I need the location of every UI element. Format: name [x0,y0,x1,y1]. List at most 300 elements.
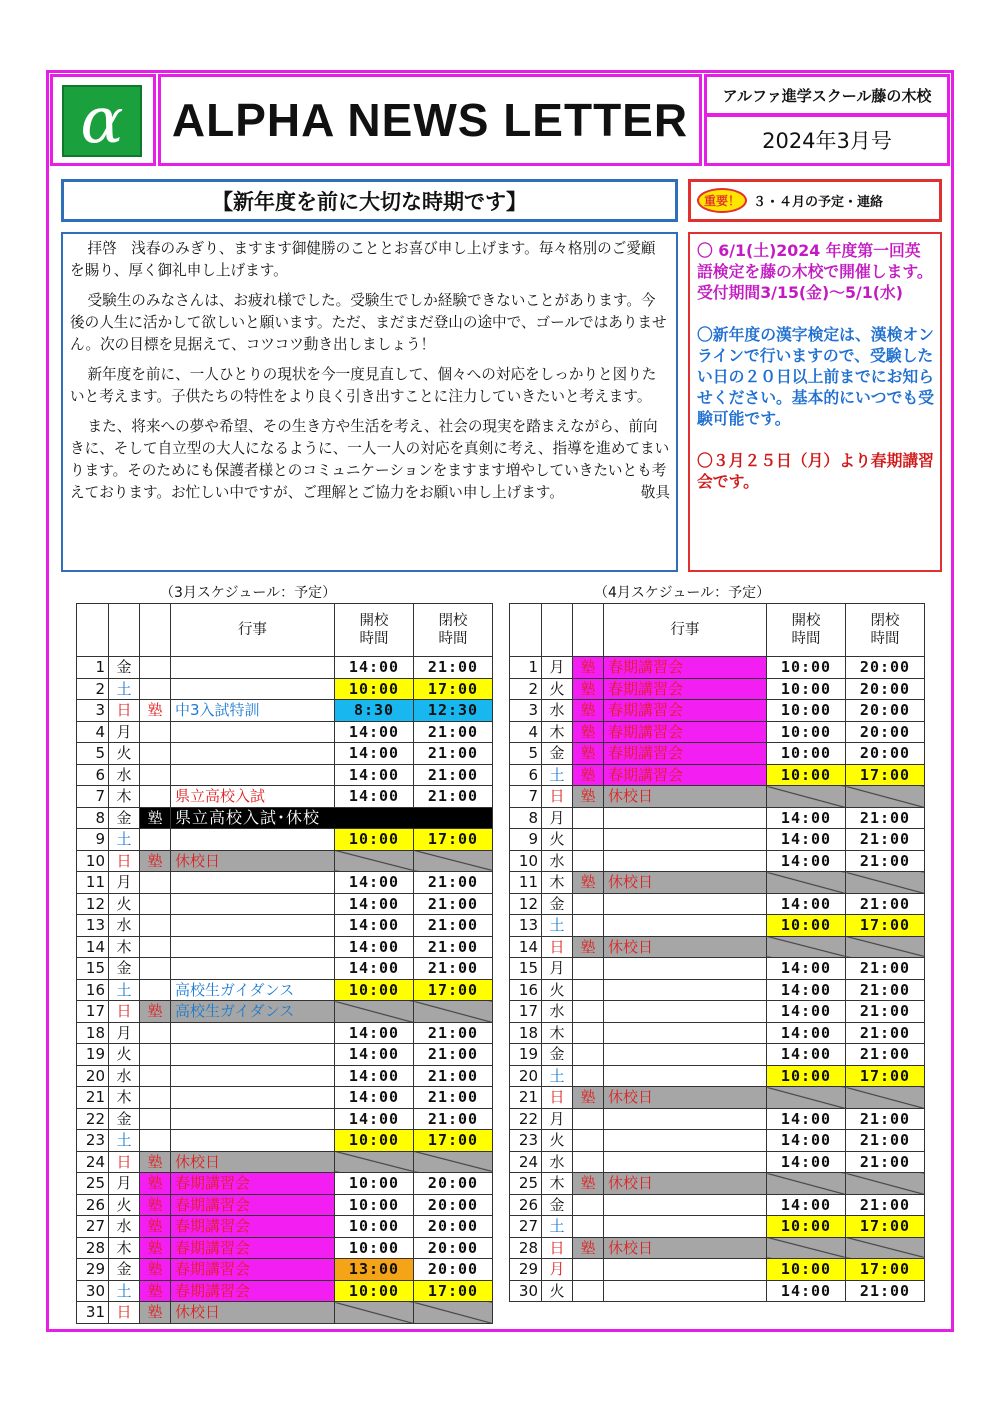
day-cell: 20 [77,1065,109,1087]
weekday-cell: 日 [542,786,573,808]
closing-time-cell [846,786,925,808]
event-cell [171,1087,335,1109]
schedule-row [510,1044,925,1066]
day-cell: 22 [77,1108,109,1130]
schedule-row [77,1044,493,1066]
school-mark-header [573,604,604,657]
weekday-cell: 月 [109,721,140,743]
event-cell: 春期講習会 [171,1194,335,1216]
weekday-cell: 土 [109,1130,140,1152]
opening-time-cell: 10:00 [335,1216,414,1238]
school-mark-cell: 塾 [140,700,171,722]
schedule-row [510,1280,925,1302]
weekday-cell: 火 [542,678,573,700]
day-cell: 2 [77,678,109,700]
schedule-row [510,700,925,722]
closing-time-cell: 20:00 [846,721,925,743]
event-cell: 春期講習会 [604,721,767,743]
school-mark-cell: 塾 [140,1173,171,1195]
schedule-row [77,700,493,722]
opening-time-cell: 14:00 [767,893,846,915]
opening-time-cell [767,1237,846,1259]
event-cell: 春期講習会 [171,1280,335,1302]
day-cell: 15 [77,958,109,980]
schedule-row [510,678,925,700]
schedule-row [510,1173,925,1195]
school-mark-cell [573,1151,604,1173]
weekday-cell: 日 [109,1151,140,1173]
day-cell: 13 [510,915,542,937]
schedule-row [510,829,925,851]
closing-time-cell: 12:30 [414,700,493,722]
school-mark-cell: 塾 [573,700,604,722]
notice-spring-course: 〇３月２５日（月）より春期講習会です。 [697,451,934,491]
closing-time-cell [414,1151,493,1173]
day-cell: 3 [77,700,109,722]
school-mark-cell [573,958,604,980]
schedule-row [77,1087,493,1109]
event-cell [171,872,335,894]
school-mark-cell [573,893,604,915]
day-cell: 23 [510,1130,542,1152]
schedule-row [77,1237,493,1259]
event-cell [604,1280,767,1302]
weekday-cell: 水 [542,1001,573,1023]
opening-time-cell [335,850,414,872]
closing-header-line: 閉校 [438,613,468,629]
school-mark-cell [573,1280,604,1302]
closing-header-line: 閉校 [870,613,900,629]
event-cell [171,1130,335,1152]
weekday-cell: 日 [109,1302,140,1324]
day-cell: 6 [77,764,109,786]
opening-time-cell: 10:00 [767,743,846,765]
schedule-row [510,1087,925,1109]
opening-time-cell: 14:00 [767,807,846,829]
closing-time-cell: 20:00 [846,700,925,722]
event-cell: 春期講習会 [604,764,767,786]
closing-time-cell: 21:00 [846,1108,925,1130]
event-cell [604,807,767,829]
closing-time-cell: 21:00 [414,915,493,937]
opening-time-cell: 8:30 [335,700,414,722]
march-schedule-table [76,603,493,1324]
schedule-row [510,721,925,743]
event-cell: 春期講習会 [604,743,767,765]
schedule-row [77,1216,493,1238]
event-cell [604,1065,767,1087]
day-cell: 27 [510,1216,542,1238]
schedule-row [77,743,493,765]
weekday-cell: 水 [109,915,140,937]
event-cell [604,915,767,937]
schedule-row [510,764,925,786]
closing-time-cell [846,1237,925,1259]
schedule-row [510,743,925,765]
event-cell: 春期講習会 [171,1216,335,1238]
schedule-row [77,958,493,980]
day-cell: 4 [77,721,109,743]
weekday-cell: 月 [542,807,573,829]
issue-date: 2024年3月号 [704,114,950,166]
closing-time-cell: 21:00 [846,807,925,829]
closing-time-cell: 20:00 [414,1216,493,1238]
closing-time-header [846,604,925,657]
alpha-logo [62,85,142,157]
day-cell: 17 [510,1001,542,1023]
schedule-row [510,1001,925,1023]
schedule-row [510,979,925,1001]
schedule-row [510,1237,925,1259]
schedule-row [77,893,493,915]
day-cell: 5 [77,743,109,765]
school-mark-cell: 塾 [573,678,604,700]
opening-time-cell: 10:00 [335,1173,414,1195]
day-cell: 31 [77,1302,109,1324]
event-cell [604,1001,767,1023]
schedule-row [510,807,925,829]
day-cell: 7 [77,786,109,808]
opening-time-cell: 14:00 [767,1108,846,1130]
opening-time-header [767,604,846,657]
title-text: ALPHA NEWS LETTER [171,94,689,146]
event-cell [171,678,335,700]
closing-time-cell: 17:00 [414,1280,493,1302]
school-mark-cell [573,1044,604,1066]
event-cell: 休校日 [171,1151,335,1173]
weekday-cell: 土 [109,829,140,851]
closing-time-cell [846,872,925,894]
schedule-row [77,657,493,679]
day-cell: 8 [77,807,109,829]
school-mark-cell: 塾 [140,850,171,872]
closing-time-cell: 21:00 [846,979,925,1001]
event-cell: 春期講習会 [171,1237,335,1259]
school-mark-cell: 塾 [573,764,604,786]
weekday-cell: 火 [109,743,140,765]
school-mark-cell [140,979,171,1001]
event-cell [171,743,335,765]
notice-header [688,179,942,222]
opening-time-cell: 10:00 [767,721,846,743]
event-header: 行事 [604,604,767,657]
weekday-cell: 金 [109,1108,140,1130]
weekday-cell: 火 [109,1044,140,1066]
opening-time-cell: 14:00 [335,721,414,743]
opening-time-cell: 10:00 [767,915,846,937]
notice-eiken-text: 〇 6/1(土)2024 年度第一回英語検定を藤の木校で開催します。 [697,241,933,281]
closing-time-cell: 17:00 [846,1259,925,1281]
opening-time-cell: 10:00 [767,700,846,722]
closing-time-cell: 21:00 [414,1044,493,1066]
weekday-cell: 月 [542,958,573,980]
closing-time-cell: 21:00 [846,829,925,851]
important-badge: 重要！ [697,188,747,213]
schedule-row [510,1259,925,1281]
school-mark-cell [573,829,604,851]
day-cell: 10 [510,850,542,872]
closing-time-cell: 21:00 [846,1194,925,1216]
letter-paragraph: 新年度を前に、一人ひとりの現状を今一度見直して、個々への対応をしっかりと図りたいと考えます。子供たちの特性をより良く引き出すことに注力していきたいと考えます。 [70,366,657,405]
weekday-cell: 日 [109,700,140,722]
day-cell: 24 [510,1151,542,1173]
event-cell [171,1044,335,1066]
opening-time-cell: 10:00 [767,1065,846,1087]
school-mark-cell: 塾 [140,1302,171,1324]
opening-time-cell: 14:00 [767,958,846,980]
event-cell [604,1259,767,1281]
day-header [510,604,542,657]
notice-eiken [697,240,934,303]
school-mark-cell: 塾 [140,1216,171,1238]
day-cell: 16 [510,979,542,1001]
alpha-logo-glyph: α [80,84,124,158]
day-cell: 25 [510,1173,542,1195]
weekday-cell: 水 [542,700,573,722]
schedule-row [510,1022,925,1044]
weekday-cell: 土 [109,1280,140,1302]
event-cell [171,764,335,786]
event-cell: 春期講習会 [604,657,767,679]
school-mark-cell: 塾 [573,1173,604,1195]
school-mark-cell [573,807,604,829]
event-cell: 県立高校入試･休校 [171,807,493,829]
day-cell: 29 [510,1259,542,1281]
school-mark-header [140,604,171,657]
opening-time-cell: 13:00 [335,1259,414,1281]
event-cell [604,1130,767,1152]
closing-time-cell: 21:00 [414,1087,493,1109]
closing-time-cell: 21:00 [414,958,493,980]
opening-time-cell: 14:00 [767,979,846,1001]
event-cell: 休校日 [604,1087,767,1109]
newsletter-title [158,74,702,166]
opening-time-cell: 10:00 [767,1259,846,1281]
opening-time-cell: 10:00 [335,678,414,700]
closing-time-cell: 20:00 [846,743,925,765]
weekday-cell: 月 [109,1173,140,1195]
march-caption: （3月スケジュール：予定） [160,585,337,601]
closing-time-cell: 21:00 [414,657,493,679]
school-mark-cell [573,1108,604,1130]
closing-time-cell: 20:00 [414,1259,493,1281]
weekday-cell: 月 [542,657,573,679]
notice-eiken-period: 受付期間3/15(金)～5/1(水) [697,283,903,302]
opening-time-cell: 14:00 [767,1044,846,1066]
day-cell: 18 [77,1022,109,1044]
weekday-cell: 金 [109,1259,140,1281]
schedule-row [510,657,925,679]
headline: 【新年度を前に大切な時期です】 [61,179,678,222]
school-mark-cell [573,1130,604,1152]
weekday-cell: 金 [542,743,573,765]
school-mark-cell [573,915,604,937]
schedule-row [77,1108,493,1130]
event-cell: 高校生ガイダンス [171,979,335,1001]
closing-time-cell: 21:00 [846,1044,925,1066]
school-mark-cell [573,1022,604,1044]
letter-paragraph: また、将来への夢や希望、その生き方や生活を考え、社会の現実を踏まえながら、前向きに、そして自立型の大人になるように、一人一人の対応を真剣に考え、指導を進めてまいります。そのためにも保護者様とのコミュニケーションをますます増やしていきたいとも考えております。お忙しい中ですが、ご理解とご協力をお願い申し上げます。 [70,418,670,501]
weekday-cell: 土 [542,1065,573,1087]
closing-time-cell [414,850,493,872]
event-cell [604,893,767,915]
schedule-row [510,1130,925,1152]
school-mark-cell: 塾 [140,1280,171,1302]
weekday-cell: 水 [542,850,573,872]
header-row [510,604,925,657]
school-mark-cell: 塾 [573,1087,604,1109]
schedule-row [510,915,925,937]
opening-time-cell [767,936,846,958]
event-cell: 春期講習会 [604,678,767,700]
april-schedule-table [509,603,925,1302]
weekday-cell: 木 [542,872,573,894]
opening-time-header [335,604,414,657]
school-name: アルファ進学スクール藤の木校 [704,74,950,116]
event-cell [171,657,335,679]
event-cell [604,979,767,1001]
opening-time-cell: 10:00 [335,829,414,851]
schedule-row [510,850,925,872]
school-mark-cell [573,1065,604,1087]
school-mark-cell: 塾 [573,936,604,958]
event-cell [171,1065,335,1087]
opening-time-cell: 10:00 [767,657,846,679]
opening-time-cell [335,1001,414,1023]
event-cell [171,893,335,915]
weekday-cell: 火 [109,1194,140,1216]
weekday-cell: 日 [542,936,573,958]
school-mark-cell [573,979,604,1001]
schedule-row [77,1065,493,1087]
day-cell: 14 [510,936,542,958]
closing-time-cell [414,1302,493,1324]
opening-time-cell: 10:00 [335,1237,414,1259]
opening-time-cell: 14:00 [335,893,414,915]
closing-time-cell: 21:00 [846,1022,925,1044]
school-mark-cell [140,764,171,786]
day-cell: 26 [510,1194,542,1216]
event-header: 行事 [171,604,335,657]
school-mark-cell [573,1194,604,1216]
letter-paragraph: 受験生のみなさんは、お疲れ様でした。受験生でしか経験できないことがあります。今後の人生に活かして欲しいと願います。ただ、まだまだ登山の途中で、ゴールではありません。次の目標を見据えて、コツコツ動き出しましょう！ [70,292,667,353]
schedule-row [77,1173,493,1195]
weekday-cell: 土 [109,678,140,700]
opening-time-cell [767,1087,846,1109]
event-cell [604,958,767,980]
event-cell [171,958,335,980]
school-mark-cell [140,915,171,937]
school-mark-cell [140,1130,171,1152]
closing-time-cell: 21:00 [846,1130,925,1152]
closing-time-cell: 21:00 [414,721,493,743]
school-mark-cell [140,829,171,851]
school-mark-cell [140,721,171,743]
schedule-row [510,872,925,894]
weekday-cell: 火 [542,979,573,1001]
letter-paragraph: 拝啓 浅春のみぎり、ますます御健勝のこととお喜び申し上げます。毎々格別のご愛顧を賜り、厚く御礼申し上げます。 [70,240,656,279]
schedule-row [77,1259,493,1281]
closing-time-cell: 20:00 [846,657,925,679]
event-cell [171,721,335,743]
schedule-row [77,1280,493,1302]
day-cell: 30 [510,1280,542,1302]
opening-time-cell: 14:00 [335,936,414,958]
schedule-row [77,1130,493,1152]
opening-header-line: 開校 [359,613,389,629]
opening-time-cell: 10:00 [767,1216,846,1238]
opening-time-cell: 14:00 [335,958,414,980]
weekday-cell: 木 [109,936,140,958]
weekday-cell: 水 [109,764,140,786]
event-cell: 高校生ガイダンス [171,1001,335,1023]
day-cell: 26 [77,1194,109,1216]
closing-time-cell: 21:00 [846,1151,925,1173]
event-cell [604,1194,767,1216]
schedule-row [77,979,493,1001]
schedule-row [510,936,925,958]
closing-time-cell: 21:00 [414,764,493,786]
opening-time-cell: 10:00 [767,764,846,786]
closing-time-cell [846,1087,925,1109]
event-cell [604,1022,767,1044]
day-cell: 19 [77,1044,109,1066]
weekday-cell: 火 [542,1130,573,1152]
closing-time-cell: 21:00 [414,1022,493,1044]
day-cell: 1 [510,657,542,679]
weekday-cell: 土 [542,764,573,786]
day-cell: 12 [510,893,542,915]
opening-time-cell: 14:00 [335,764,414,786]
opening-time-cell: 14:00 [335,1065,414,1087]
weekday-cell: 日 [109,1001,140,1023]
event-cell: 春期講習会 [171,1173,335,1195]
school-mark-cell [140,743,171,765]
weekday-cell: 土 [542,915,573,937]
schedule-row [77,764,493,786]
weekday-cell: 日 [109,850,140,872]
day-cell: 18 [510,1022,542,1044]
weekday-cell: 金 [542,1044,573,1066]
school-mark-cell [140,1087,171,1109]
schedule-row [510,786,925,808]
event-cell: 休校日 [604,786,767,808]
weekday-cell: 木 [542,721,573,743]
closing-time-cell: 21:00 [414,1065,493,1087]
day-cell: 1 [77,657,109,679]
school-mark-cell: 塾 [573,743,604,765]
school-mark-cell: 塾 [140,1259,171,1281]
school-mark-cell [140,958,171,980]
day-cell: 23 [77,1130,109,1152]
schedule-row [77,850,493,872]
school-mark-cell [140,893,171,915]
opening-time-cell [767,786,846,808]
opening-time-cell: 14:00 [767,1022,846,1044]
closing-time-cell: 21:00 [414,893,493,915]
school-mark-cell: 塾 [573,657,604,679]
event-cell: 県立高校入試 [171,786,335,808]
closing-time-cell: 21:00 [414,786,493,808]
day-cell: 16 [77,979,109,1001]
event-cell [604,829,767,851]
closing-time-header [414,604,493,657]
opening-time-cell: 14:00 [335,1044,414,1066]
closing-time-cell: 21:00 [846,1001,925,1023]
closing-time-cell: 20:00 [414,1173,493,1195]
event-cell [604,1044,767,1066]
weekday-cell: 火 [109,893,140,915]
